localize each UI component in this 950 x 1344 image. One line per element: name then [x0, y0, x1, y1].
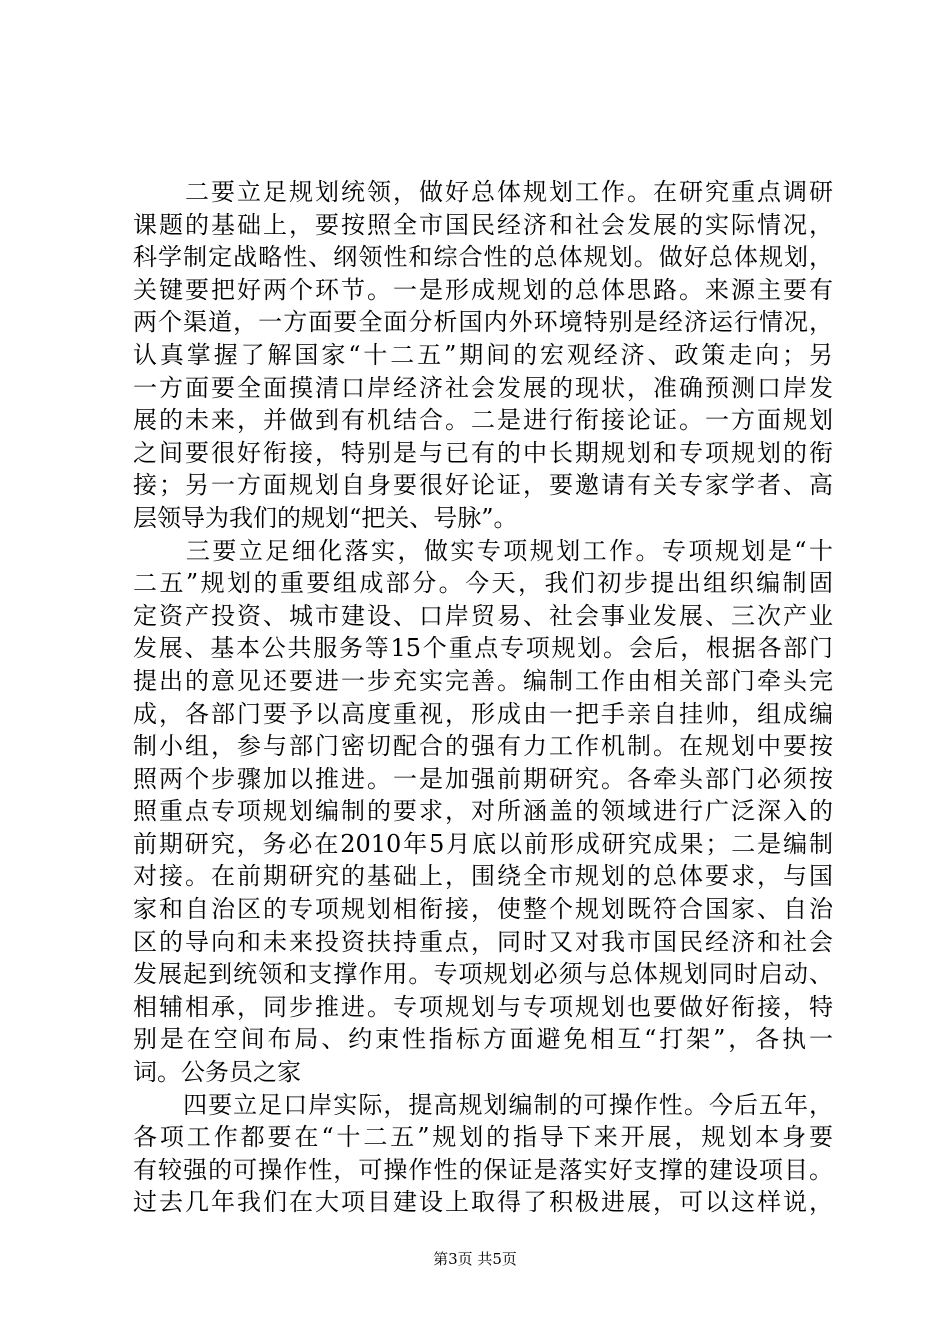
text-line: 发展、基本公共服务等15个重点专项规划。会后，根据各部门 [133, 634, 833, 663]
text-line: 成，各部门要予以高度重视，形成由一把手亲自挂帅，组成编 [133, 699, 833, 728]
text-line: 定资产投资、城市建设、口岸贸易、社会事业发展、三次产业 [133, 601, 833, 630]
text-line: 层领导为我们的规划“把关、号脉”。 [133, 503, 518, 532]
text-line: 有较强的可操作性，可操作性的保证是落实好支撑的建设项目。 [133, 1155, 833, 1184]
text-line: 关键要把好两个环节。一是形成规划的总体思路。来源主要有 [133, 275, 833, 304]
text-line: 一方面要全面摸清口岸经济社会发展的现状，准确预测口岸发 [133, 373, 833, 402]
text-line: 家和自治区的专项规划相衔接，使整个规划既符合国家、自治 [133, 895, 833, 924]
text-line: 前期研究，务必在2010年5月底以前形成研究成果；二是编制 [133, 829, 833, 858]
page-footer: 第3页 共5页 [433, 1250, 517, 1268]
text-line: 两个渠道，一方面要全面分析国内外环境特别是经济运行情况， [133, 308, 833, 337]
text-line: 区的导向和未来投资扶持重点，同时又对我市国民经济和社会 [133, 927, 833, 956]
text-line: 制小组，参与部门密切配合的强有力工作机制。在规划中要按 [133, 732, 833, 761]
text-line: 发展起到统领和支撑作用。专项规划必须与总体规划同时启动、 [133, 960, 833, 989]
text-line: 认真掌握了解国家“十二五”期间的宏观经济、政策走向；另 [133, 340, 833, 369]
text-line: 展的未来，并做到有机结合。二是进行衔接论证。一方面规划 [133, 406, 833, 435]
text-line: 对接。在前期研究的基础上，围绕全市规划的总体要求，与国 [133, 862, 833, 891]
text-line: 三要立足细化落实，做实专项规划工作。专项规划是“十 [133, 536, 833, 565]
text-line: 别是在空间布局、约束性指标方面避免相互“打架”，各执一 [133, 1025, 833, 1054]
text-line: 四要立足口岸实际，提高规划编制的可操作性。今后五年， [133, 1090, 833, 1119]
text-line: 二五”规划的重要组成部分。今天，我们初步提出组织编制固 [133, 569, 833, 598]
text-line: 过去几年我们在大项目建设上取得了积极进展，可以这样说， [133, 1188, 833, 1217]
body-text [133, 176, 833, 1219]
text-line: 词。公务员之家 [133, 1058, 301, 1087]
text-line: 接；另一方面规划自身要很好论证，要邀请有关专家学者、高 [133, 471, 833, 500]
text-line: 各项工作都要在“十二五”规划的指导下来开展，规划本身要 [133, 1123, 833, 1152]
text-line: 二要立足规划统领，做好总体规划工作。在研究重点调研 [133, 178, 833, 206]
text-line: 提出的意见还要进一步充实完善。编制工作由相关部门牵头完 [133, 666, 833, 695]
text-line: 相辅相承，同步推进。专项规划与专项规划也要做好衔接，特 [133, 992, 833, 1021]
text-line: 课题的基础上，要按照全市国民经济和社会发展的实际情况， [133, 210, 833, 239]
text-line: 照重点专项规划编制的要求，对所涵盖的领域进行广泛深入的 [133, 797, 833, 826]
text-line: 科学制定战略性、纲领性和综合性的总体规划。做好总体规划， [133, 243, 833, 272]
text-line: 之间要很好衔接，特别是与已有的中长期规划和专项规划的衔 [133, 438, 833, 467]
text-line: 照两个步骤加以推进。一是加强前期研究。各牵头部门必须按 [133, 764, 833, 793]
